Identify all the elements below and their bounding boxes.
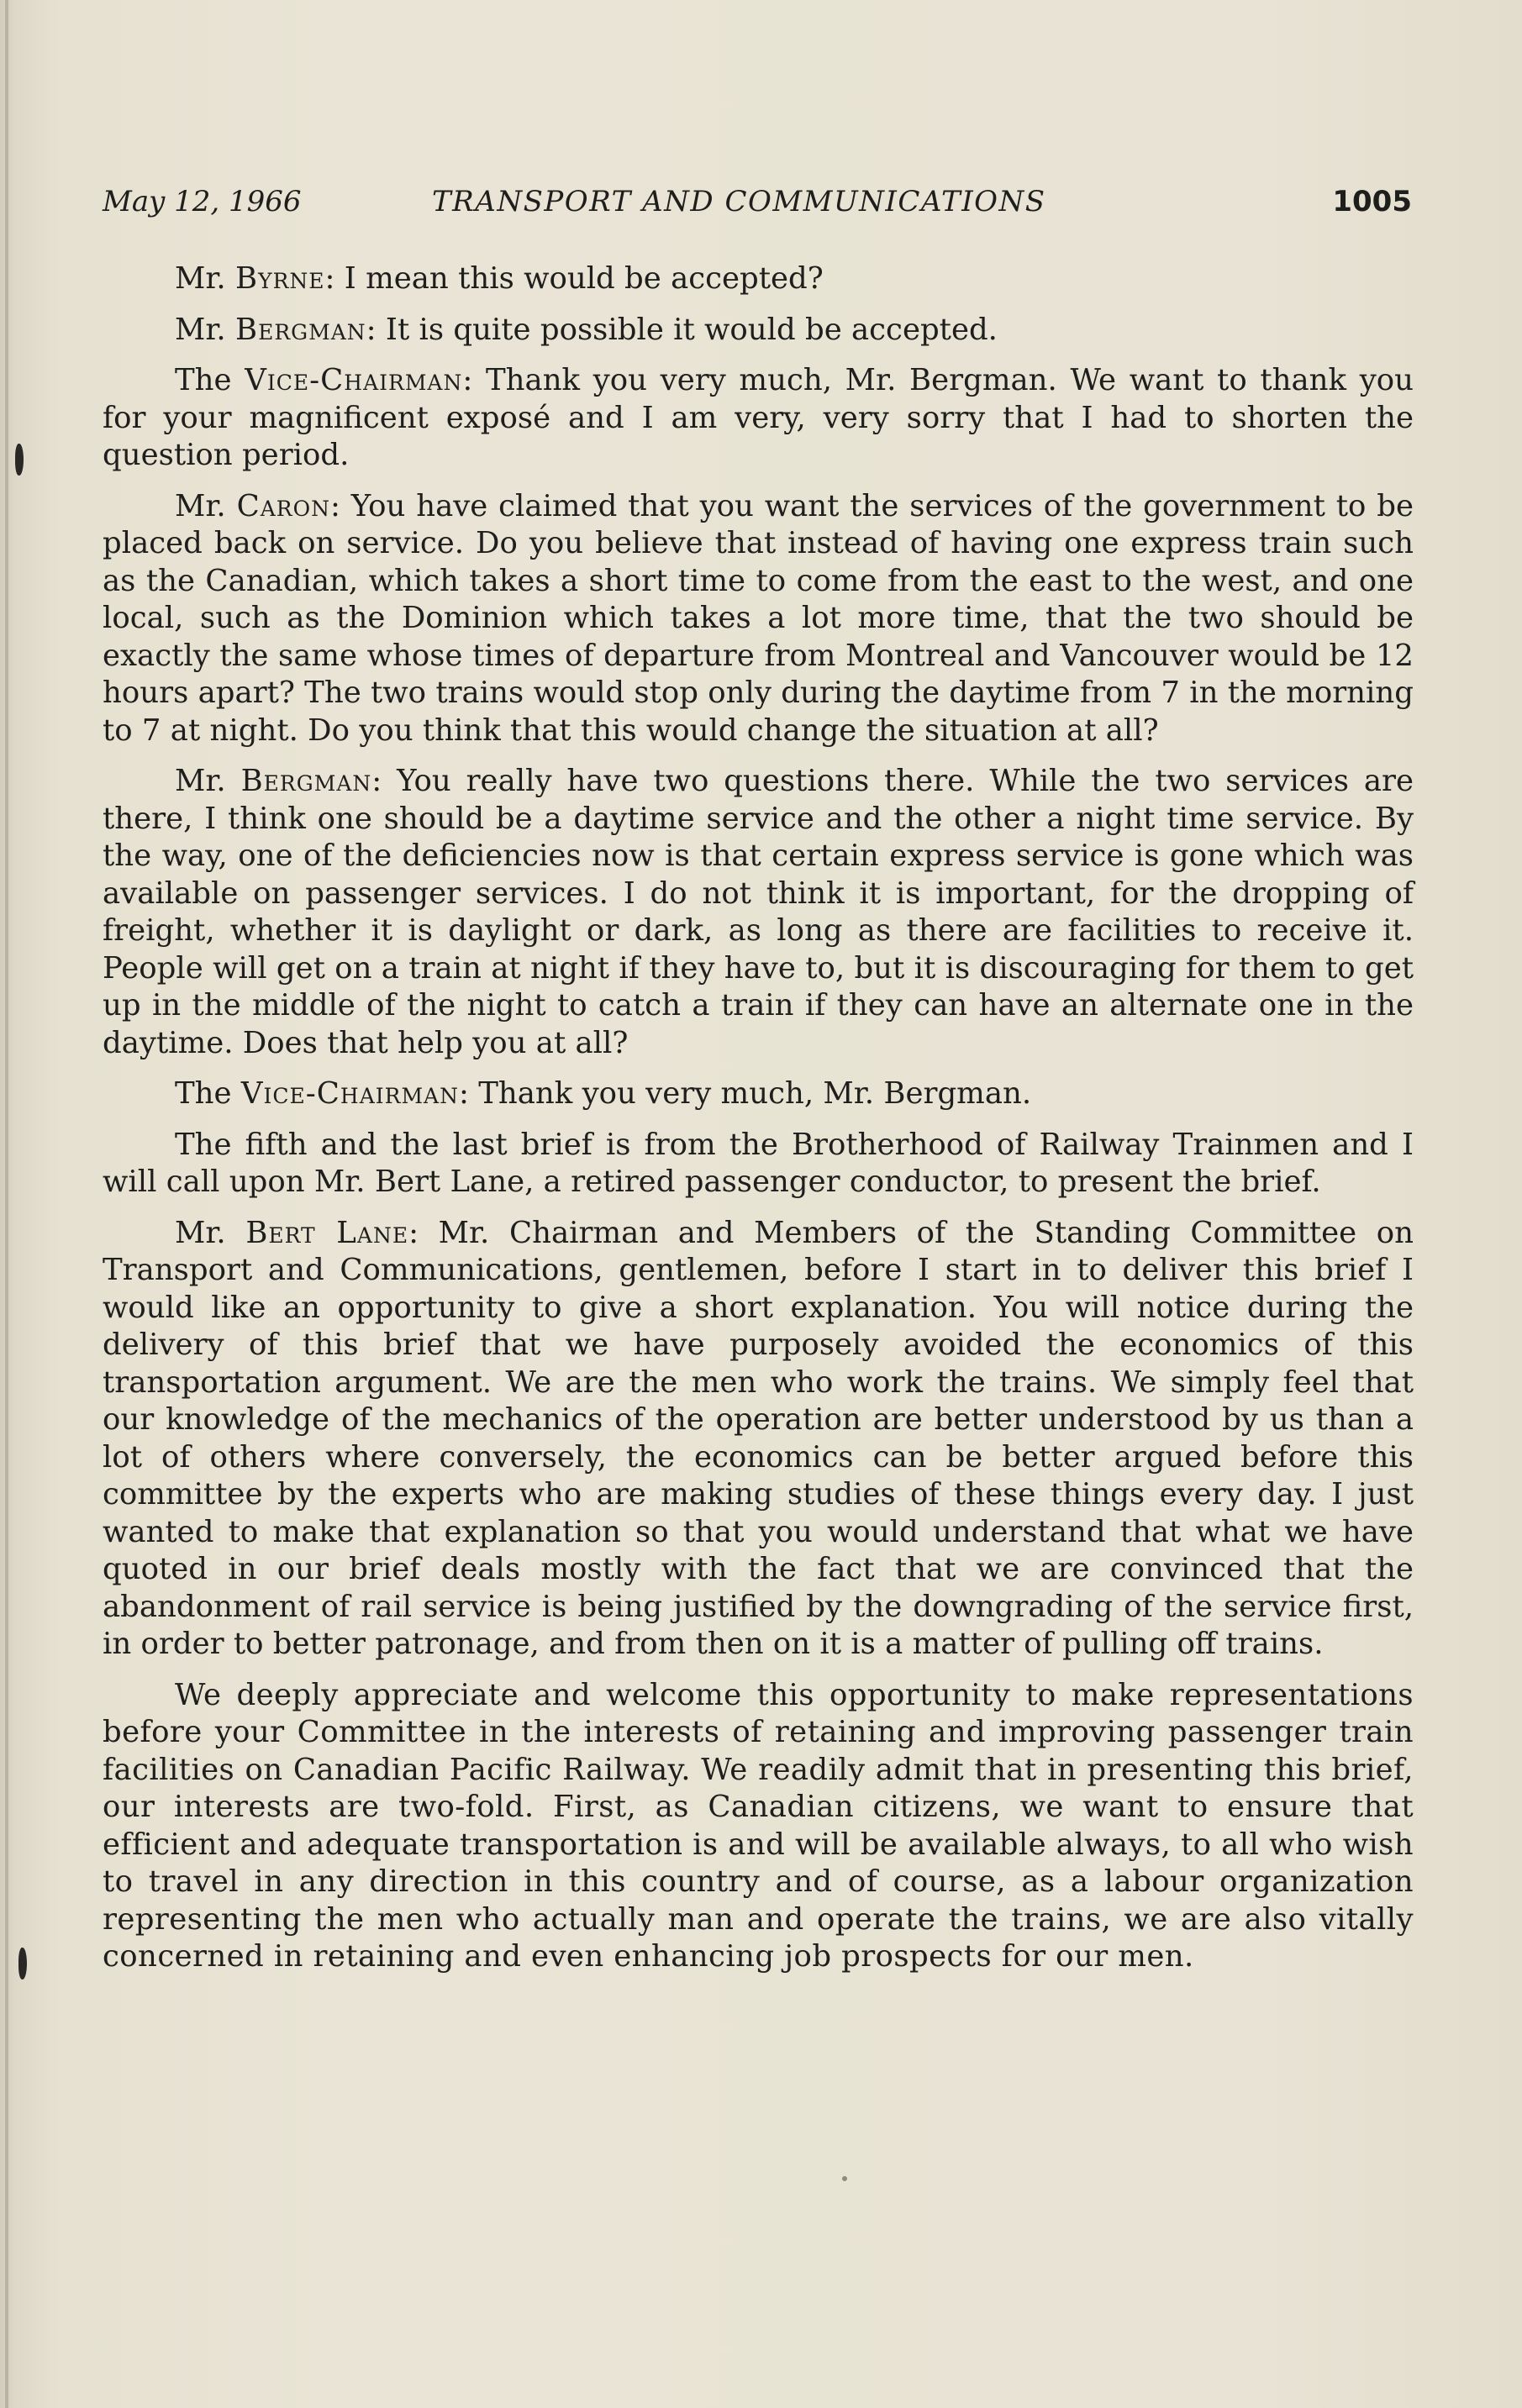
speaker-name: Vice-Chairman [245, 363, 463, 397]
speaker-title: Mr. [175, 261, 235, 296]
paragraph [103, 260, 1414, 298]
paragraph-text: : You have claimed that you want the services of the government to be placed back on service. Do you believe that instead of having one express train such as the Canadian, which takes a short time to come from the east to the west, and one local, such as the Dominion which takes a lot more time, that the two should be exactly the same whose times of departure from Montreal and Vancouver would be 12 hours apart? The two trains would stop only during the daytime from 7 in the morning to 7 at night. Do you think that this would change the situation at all? [103, 488, 1414, 748]
paragraph-text: : It is quite possible it would be accepted. [366, 312, 998, 347]
paper-speck [842, 2176, 847, 2181]
binding-hole-mark [18, 1948, 27, 1980]
header-date: May 12, 1966 [103, 185, 302, 218]
speaker-title: Mr. [175, 1215, 246, 1250]
paragraph [103, 1127, 1414, 1201]
paragraph [103, 488, 1414, 750]
speaker-title: Mr. [175, 764, 241, 798]
paragraph-text: : Thank you very much, Mr. Bergman. [458, 1076, 1032, 1111]
speaker-title: Mr. [175, 312, 235, 347]
paragraph [103, 1677, 1414, 1976]
speaker-title: Mr. [175, 488, 237, 523]
binding-gutter [5, 0, 8, 2408]
speaker-name: Vice-Chairman [240, 1076, 459, 1111]
paragraph [103, 763, 1414, 1062]
paragraph [103, 312, 1414, 350]
paragraph [103, 1215, 1414, 1664]
paragraph-text: We deeply appreciate and welcome this opportunity to make representations before your Committee in the interests of retaining and improving passenger train facilities on Canadian Pacific Railway. We readily admit that in presenting this brief, our interests are two-fold. First, as Canadian citizens, we want to ensure that efficient and adequate transportation is and will be available always, to all who wish to travel in any direction in this country and of course, as a labour organization representing the men who actually man and operate the trains, we are also vitally concerned in retaining and even enhancing job prospects for our men. [103, 1677, 1414, 1974]
speaker-name: Bert Lane [245, 1215, 409, 1250]
header-title: TRANSPORT AND COMMUNICATIONS [432, 185, 1046, 218]
running-header [103, 185, 1412, 222]
speaker-name: Byrne [235, 261, 325, 296]
body-text [103, 260, 1414, 1990]
speaker-name: Bergman [240, 764, 372, 798]
binding-hole-mark [15, 444, 24, 476]
speaker-title: The [175, 363, 245, 397]
paragraph-text: : You really have two questions there. While the two services are there, I think one should be a daytime service and the other a night time service. By the way, one of the deficiencies now is that certain express service is gone which was available on passenger services. I do not think it is important, for the dropping of freight, whether it is daylight or dark, as long as there are facilities to receive it. People will get on a train at night if they have to, but it is discouraging for them to get up in the middle of the night to catch a train if they can have an alternate one in the daytime. Does that help you at all? [103, 764, 1414, 1060]
paragraph-text: The fifth and the last brief is from the Brotherhood of Railway Trainmen and I will call upon Mr. Bert Lane, a retired passenger conductor, to present the brief. [103, 1127, 1414, 1199]
page-number: 1005 [1332, 185, 1412, 218]
paragraph [103, 362, 1414, 475]
paragraph-text: : Mr. Chairman and Members of the Standing Committee on Transport and Communications, gentlemen, before I start in to deliver this brief I would like an opportunity to give a short explanation. You will notice during the delivery of this brief that we have purposely avoided the economics of this transportation argument. We are the men who work the trains. We simply feel that our knowledge of the mechanics of the operation are better understood by us than a lot of others where conversely, the economics can be better argued before this committee by the experts who are making studies of these things every day. I just wanted to make that explanation so that you would understand that what we have quoted in our brief deals mostly with the fact that we are convinced that the abandonment of rail service is being justified by the downgrading of the service first, in order to better patronage, and from then on it is a matter of pulling off trains. [103, 1215, 1414, 1661]
speaker-name: Caron [236, 488, 330, 523]
paragraph-text: : I mean this would be accepted? [324, 261, 824, 296]
speaker-title: The [175, 1076, 241, 1111]
paragraph-text: : Thank you very much, Mr. Bergman. We want to thank you for your magnificent exposé and I am very, very sorry that I had to shorten the question period. [103, 363, 1414, 472]
speaker-name: Bergman [235, 312, 366, 347]
paragraph [103, 1075, 1414, 1113]
